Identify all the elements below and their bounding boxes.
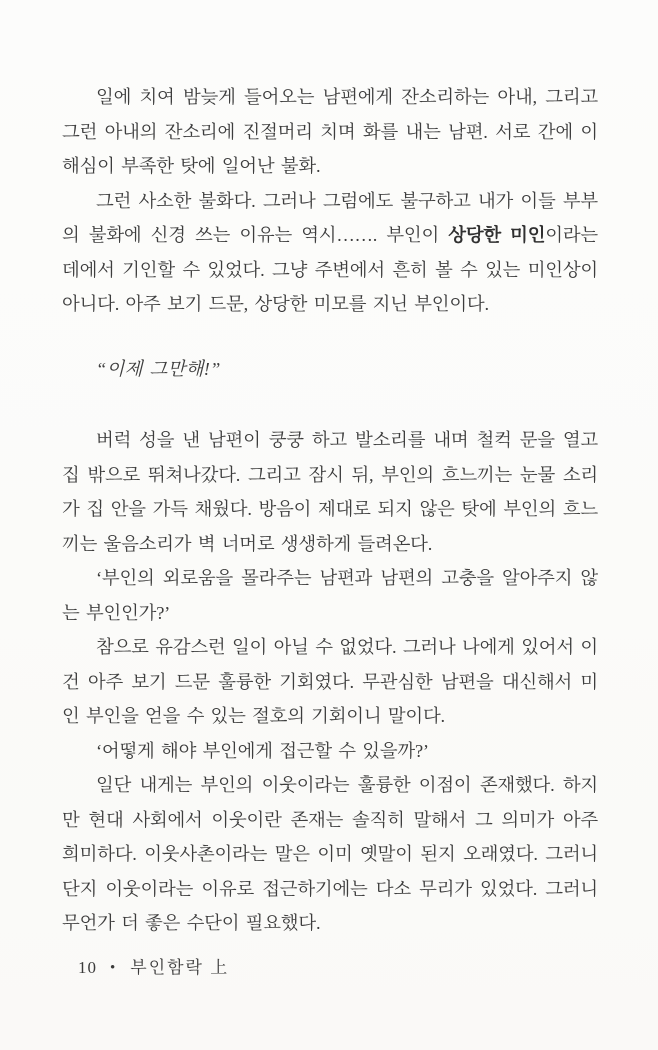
dialogue-quote: “이제 그만해!” xyxy=(96,358,221,379)
bold-emphasis-beautiful-wife: 상당한 미인 xyxy=(448,225,546,245)
paragraph-inner-thought-2: ‘어떻게 해야 부인에게 접근할 수 있을까?’ xyxy=(96,740,429,761)
paragraph-reason xyxy=(62,184,598,322)
book-title: 부인함락 上 xyxy=(130,958,230,977)
footer-separator-dot: • xyxy=(110,960,116,976)
paragraph-inner-thought-1: ‘부인의 외로움을 몰라주는 남편과 남편의 고충을 알아주지 않는 부인인가?’ xyxy=(62,568,598,623)
paragraph-intro: 일에 치여 밤늦게 들어오는 남편에게 잔소리하는 아내, 그리고 그런 아내의 잔소리에 진절머리 치며 화를 내는 남편. 서로 간에 이해심이 부족한 탓에 일어난 불화. xyxy=(62,87,598,176)
paragraph-reason-pre: 그런 사소한 불화다. 그러나 그럼에도 불구하고 내가 이들 부부의 불화에 신경 쓰는 이유는 역시……. 부인이 xyxy=(62,190,598,245)
page-footer xyxy=(78,956,229,980)
paragraph-neighbor-plan: 일단 내게는 부인의 이웃이라는 훌륭한 이점이 존재했다. 하지만 현대 사회에서 이웃이란 존재는 솔직히 말해서 그 의미가 아주 희미하다. 이웃사촌이라는 말은 이미 옛말이 된지 오래였다. 그러니 단지 이웃이라는 이유로 접근하기에는 다소 무리가 있었다. 그러니 무언가 더 좋은 수단이 필요했다. xyxy=(62,775,598,933)
page-number: 10 xyxy=(78,958,97,977)
paragraph-opportunity: 참으로 유감스런 일이 아닐 수 없었다. 그러나 나에게 있어서 이건 아주 보기 드문 훌륭한 기회였다. 무관심한 남편을 대신해서 미인 부인을 얻을 수 있는 절호의 기회이니 말이다. xyxy=(62,637,598,726)
paragraph-reason-post: 이라는 데에서 기인할 수 있었다. 그냥 주변에서 흔히 볼 수 있는 미인상이 아니다. 아주 보기 드문, 상당한 미모를 지닌 부인이다. xyxy=(62,225,598,314)
paragraph-husband-leaves: 버럭 성을 낸 남편이 쿵쿵 하고 발소리를 내며 철컥 문을 열고 집 밖으로 뛰쳐나갔다. 그리고 잠시 뒤, 부인의 흐느끼는 눈물 소리가 집 안을 가득 채웠다. 방음이 제대로 되지 않은 탓에 부인의 흐느끼는 울음소리가 벽 너머로 생생하게 들려온다. xyxy=(62,430,598,554)
page-body-text xyxy=(62,80,598,941)
